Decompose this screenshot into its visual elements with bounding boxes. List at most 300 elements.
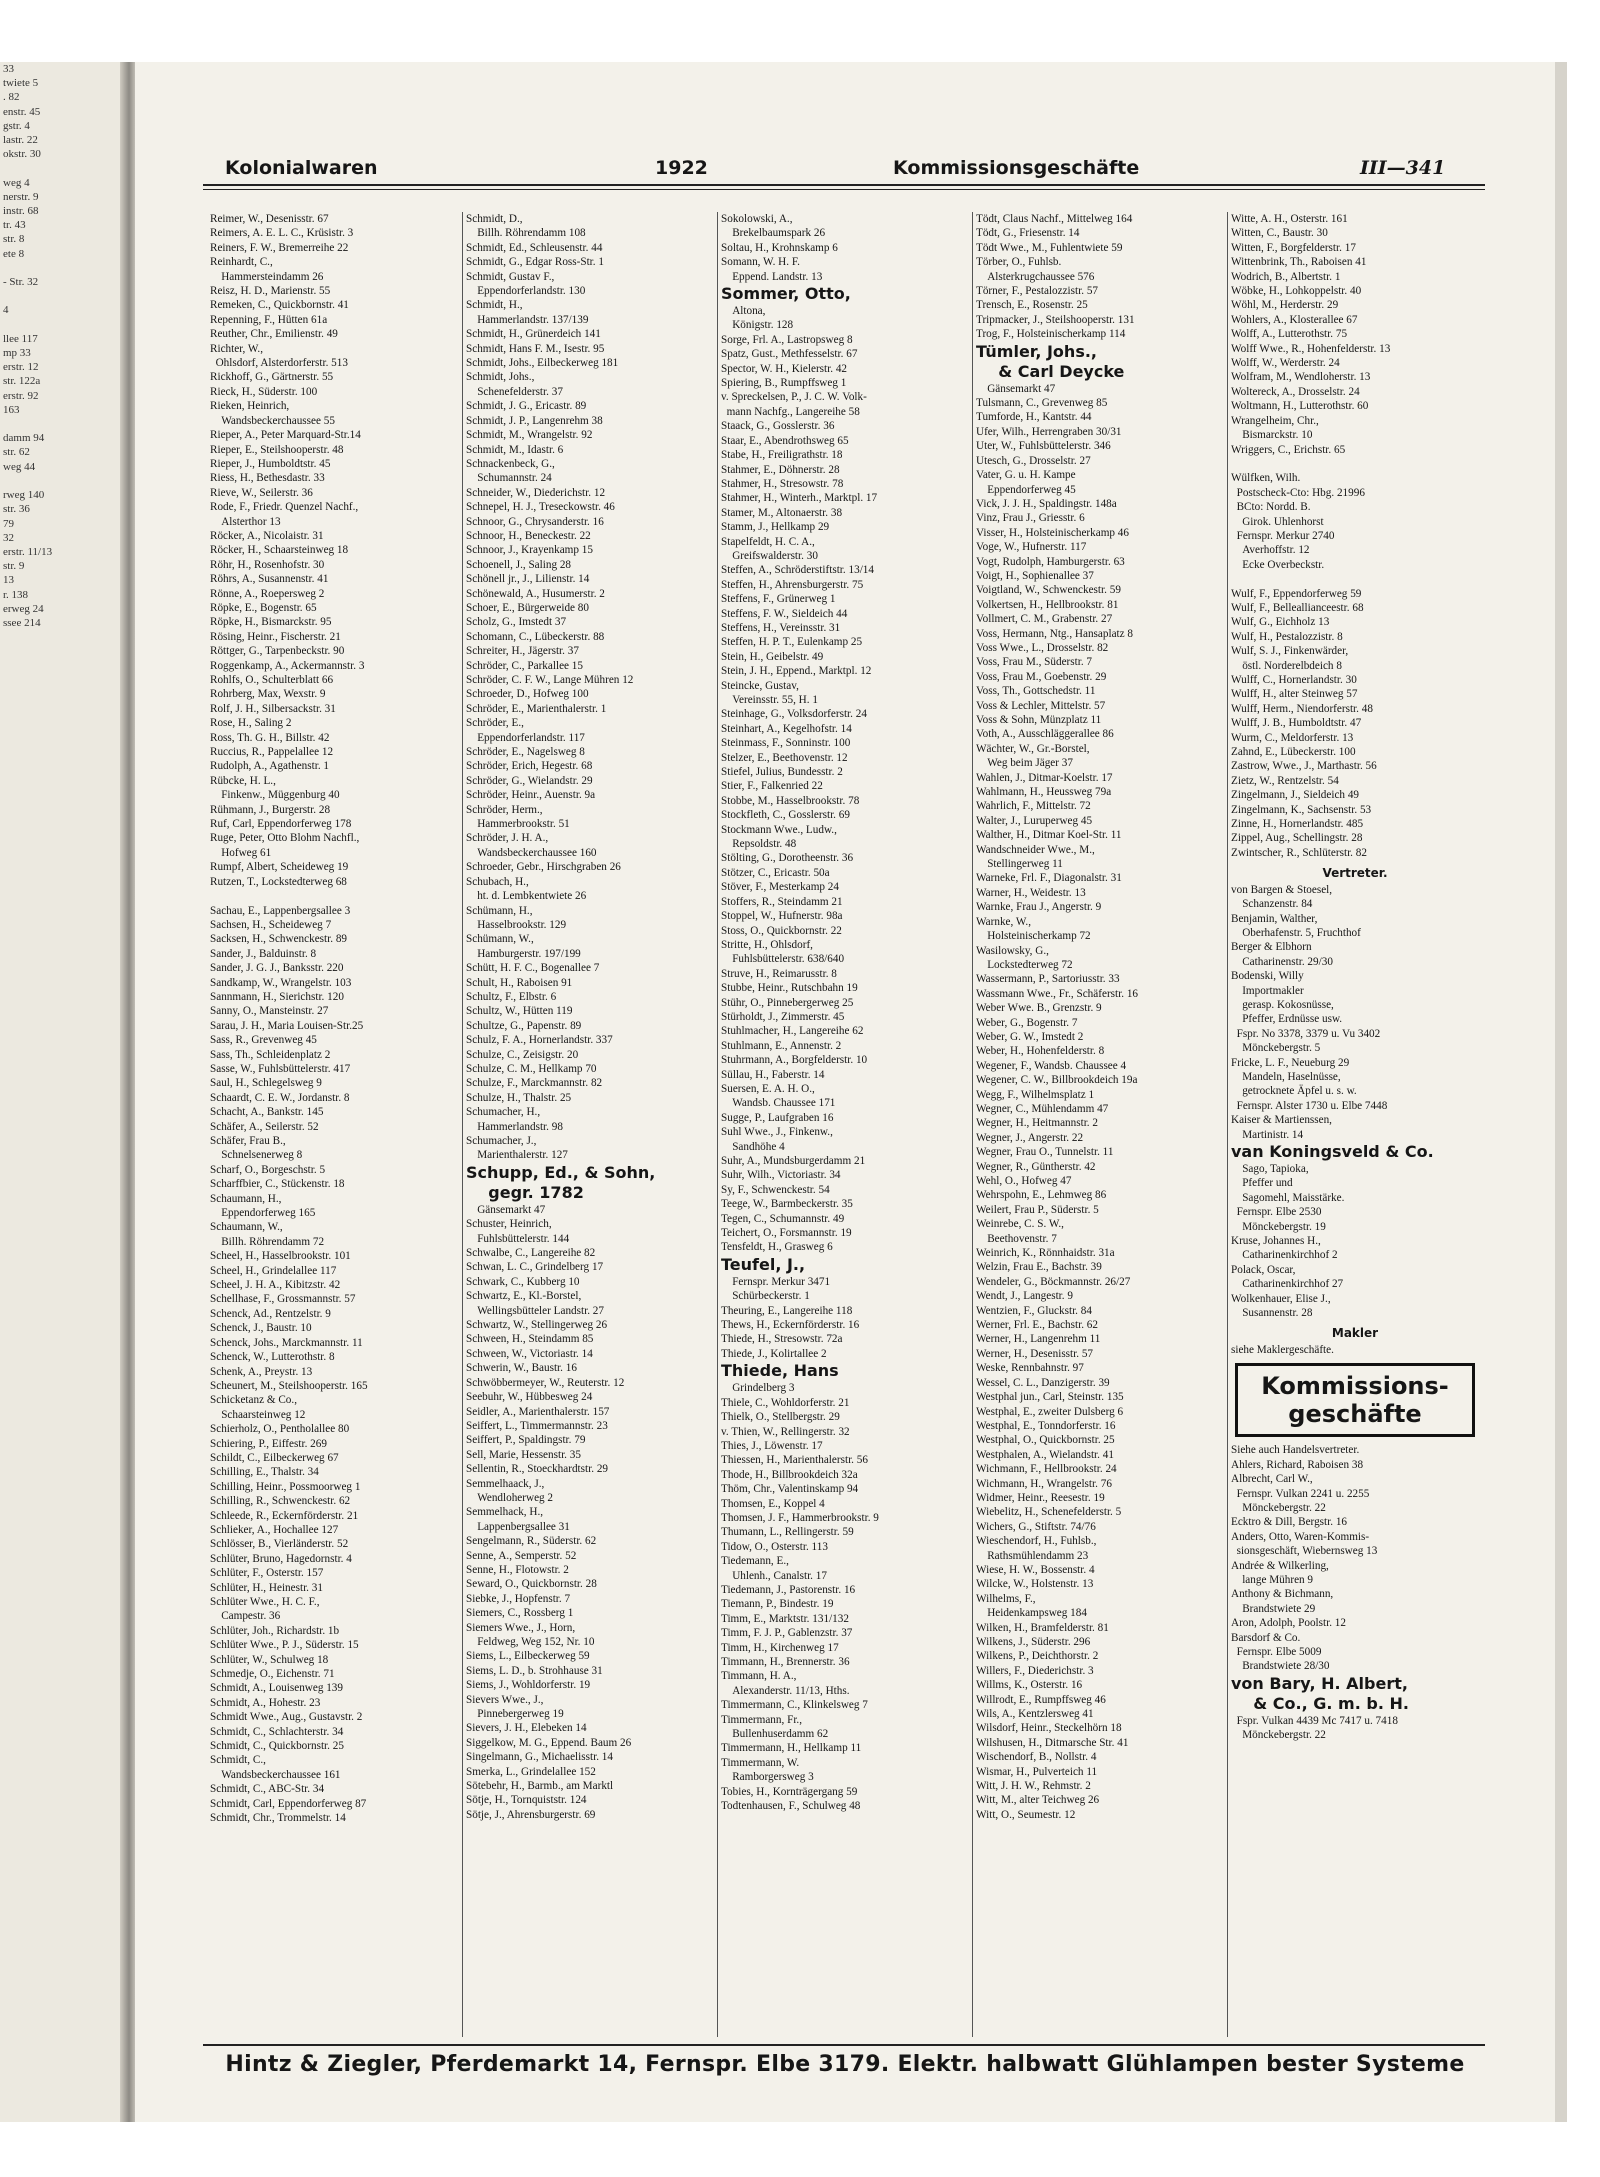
listing-entry: Susannenstr. 28 — [1231, 1307, 1313, 1320]
listing-entry: Wodrich, B., Albertstr. 1 — [1231, 270, 1341, 283]
listing-entry: Schäfer, A., Seilerstr. 52 — [210, 1120, 319, 1133]
listing-entry: Stuhlmacher, H., Langereihe 62 — [721, 1025, 864, 1038]
listing-entry: Schröder, C., Parkallee 15 — [466, 659, 583, 672]
listing-entry: Wiese, H. W., Bossenstr. 4 — [976, 1563, 1095, 1576]
listing-entry: Altona, — [721, 305, 766, 318]
listing-entry: Schnackenbeck, G., — [466, 457, 555, 470]
listing-entry: Wilshusen, H., Ditmarsche Str. 41 — [976, 1736, 1129, 1749]
listing-entry: Schäfer, Frau B., — [210, 1135, 286, 1147]
listing-entry: Stötzer, C., Ericastr. 50a — [721, 866, 830, 879]
listing-entry: Berger & Elbhorn — [1231, 941, 1312, 954]
listing-entry: Schmidt, C., ABC-Str. 34 — [210, 1783, 325, 1796]
listing-entry: Spector, W. H., Kielerstr. 42 — [721, 362, 848, 375]
listing-entry: Rübcke, H. L., — [210, 774, 276, 787]
listing-entry: Pfeffer, Erdnüsse usw. — [1231, 1013, 1343, 1026]
listing-entry: Thomsen, J. F., Hammerbrookstr. 9 — [721, 1511, 879, 1524]
listing-entry: Wendloherweg 2 — [466, 1491, 554, 1504]
listing-entry: Seiffert, P., Spaldingstr. 79 — [466, 1434, 586, 1447]
listing-entry: Sötje, H., Tornquiststr. 124 — [466, 1794, 587, 1807]
listing-entry: Westphal, E., zweiter Dulsberg 6 — [976, 1405, 1124, 1418]
advertised-entry: gegr. 1782 — [466, 1182, 584, 1202]
binding-fragment: gstr. 4 — [3, 119, 30, 132]
listing-entry: Brekelbaumspark 26 — [721, 227, 826, 240]
listing-entry: Schnepel, H. J., Treseckowstr. 46 — [466, 501, 615, 514]
advertised-entry: Schupp, Ed., & Sohn, — [466, 1162, 656, 1182]
listing-entry: Steinhart, A., Kegelhofstr. 14 — [721, 722, 852, 735]
listing-entry: Timmermann, C., Klinkelsweg 7 — [721, 1699, 868, 1712]
listing-entry: Schmidt, Johs., Eilbeckerweg 181 — [466, 357, 619, 370]
listing-entry: Thiede, H., Stresowstr. 72a — [721, 1333, 843, 1346]
listing-entry: Steinhage, G., Volksdorferstr. 24 — [721, 708, 867, 721]
binding-fragment: lastr. 22 — [3, 134, 38, 147]
listing-entry: Zingelmann, K., Sachsenstr. 53 — [1231, 803, 1372, 816]
listing-entry: Mönckebergstr. 5 — [1231, 1042, 1321, 1055]
listing-entry: Willms, K., Osterstr. 16 — [976, 1679, 1083, 1692]
binding-fragment: 33 — [3, 63, 14, 75]
listing-entry: Fricke, L. F., Neueburg 29 — [1231, 1056, 1350, 1069]
listing-entry: Tobies, H., Kornträgergang 59 — [721, 1785, 858, 1798]
listing-entry: Sokolowski, A., — [721, 213, 793, 225]
listing-entry: Schmedje, O., Eichenstr. 71 — [210, 1668, 335, 1681]
listing-entry: Schmidt, A., Louisenweg 139 — [210, 1682, 343, 1695]
listing-entry: Schlüter, W., Schulweg 18 — [210, 1653, 329, 1666]
listing-entry: Fernspr. Merkur 3471 — [721, 1275, 831, 1288]
listing-entry: Westphal jun., Carl, Steinstr. 135 — [976, 1391, 1124, 1404]
listing-entry: Repsoldstr. 48 — [721, 838, 797, 851]
binding-fragment — [0, 474, 135, 488]
listing-entry: Weber, G., Bogenstr. 7 — [976, 1016, 1078, 1029]
listing-entry: Wulf, G., Eichholz 13 — [1231, 616, 1330, 629]
listing-entry: Scharffbier, C., Stückenstr. 18 — [210, 1178, 345, 1191]
listing-entry: Wils, A., Kentzlersweg 41 — [976, 1708, 1094, 1721]
listing-entry: Sandhöhe 4 — [721, 1140, 785, 1153]
listing-entry: Röhr, H., Rosenhofstr. 30 — [210, 558, 325, 571]
listing-entry: Sarau, J. H., Maria Louisen-Str.25 — [210, 1019, 364, 1032]
listing-entry: Schmidt, Hans F. M., Isestr. 95 — [466, 342, 605, 355]
listing-entry — [1231, 572, 1479, 586]
listing-entry: Schmidt, Gustav F., — [466, 270, 555, 283]
listing-entry: Schaarsteinweg 12 — [210, 1408, 306, 1421]
listing-entry: Wittenbrink, Th., Raboisen 41 — [1231, 256, 1367, 269]
listing-entry: Zingelmann, J., Sieldeich 49 — [1231, 789, 1360, 802]
listing-entry: Visser, H., Holsteinischerkamp 46 — [976, 526, 1129, 539]
listing-entry: Schmidt Wwe., Aug., Gustavstr. 2 — [210, 1711, 363, 1724]
listing-entry: Schierholz, O., Pentholallee 80 — [210, 1423, 350, 1436]
listing-entry: Fernspr. Merkur 2740 — [1231, 529, 1335, 542]
listing-entry: Zietz, W., Rentzelstr. 54 — [1231, 774, 1339, 787]
binding-fragment — [0, 261, 135, 275]
listing-entry: Werner, Frl. E., Bachstr. 62 — [976, 1319, 1098, 1332]
listing-entry: Stabe, H., Freiligrathstr. 18 — [721, 449, 843, 462]
listing-entry: Schmidt, C., — [210, 1754, 266, 1767]
listing-entry: Rudolph, A., Agathenstr. 1 — [210, 760, 330, 773]
listing-entry: Siebke, J., Hopfenstr. 7 — [466, 1592, 571, 1605]
listing-entry: Schnoor, H., Beneckestr. 22 — [466, 529, 591, 542]
listing-entry: Sago, Tapioka, — [1231, 1163, 1309, 1175]
listing-entry: Eppendorferlandstr. 117 — [466, 731, 585, 744]
binding-fragment: damm 94 — [3, 432, 45, 445]
listing-entry: Röttger, G., Tarpenbeckstr. 90 — [210, 645, 345, 658]
listing-entry: Stöver, F., Mesterkamp 24 — [721, 881, 839, 894]
listing-entry: Wöhl, M., Herderstr. 29 — [1231, 299, 1339, 312]
listing-entry: Siggelkow, M. G., Eppend. Baum 26 — [466, 1736, 632, 1749]
listing-entry: Röpke, E., Bogenstr. 65 — [210, 601, 317, 614]
listing-entry: Stamm, J., Hellkamp 29 — [721, 521, 830, 534]
listing-entry: Werner, H., Langenrehm 11 — [976, 1333, 1101, 1346]
listing-entry: Steffen, H., Ahrensburgerstr. 75 — [721, 578, 864, 591]
listing-entry: Theuring, E., Langereihe 118 — [721, 1304, 853, 1317]
listing-entry: Stapelfeldt, H. C. A., — [721, 535, 815, 548]
listing-entry: Schomann, C., Lübeckerstr. 88 — [466, 630, 605, 643]
listing-entry: Schwartz, W., Stellingerweg 26 — [466, 1319, 608, 1332]
listing-entry: Königstr. 128 — [721, 319, 794, 332]
listing-entry: Röhrs, A., Susannenstr. 41 — [210, 573, 329, 586]
listing-entry: Wandsbeckerchaussee 160 — [466, 846, 597, 859]
listing-entry: Sievers Wwe., J., — [466, 1693, 544, 1706]
listing-entry: Semmelhaack, J., — [466, 1477, 545, 1490]
listing-entry: lange Mühren 9 — [1231, 1573, 1314, 1586]
listing-entry: Wassermann, P., Sartoriusstr. 33 — [976, 973, 1120, 986]
listing-entry: Hammerbrookstr. 51 — [466, 818, 570, 831]
binding-fragment — [0, 417, 135, 431]
listing-entry: Rode, F., Friedr. Quenzel Nachf., — [210, 501, 359, 514]
listing-entry: Tripmacker, J., Steilshooperstr. 131 — [976, 313, 1135, 326]
listing-entry: Aron, Adolph, Poolstr. 12 — [1231, 1617, 1346, 1630]
listing-entry: Spiering, B., Rumpffsweg 1 — [721, 377, 847, 390]
listing-entry: Tödt, G., Friesenstr. 14 — [976, 227, 1080, 240]
listing-entry: Wichers, G., Stiftstr. 74/76 — [976, 1520, 1096, 1533]
listing-entry: Scholz, G., Imstedt 37 — [466, 616, 567, 629]
listing-entry: Rieck, H., Süderstr. 100 — [210, 385, 318, 398]
listing-entry: Schween, H., Steindamm 85 — [466, 1333, 594, 1346]
advertised-entry: Sommer, Otto, — [721, 284, 851, 304]
footer-advertisement: Hintz & Ziegler, Pferdemarkt 14, Fernspr. Elbe 3179. Elektr. halbwatt Glühlampen bester Systeme — [225, 2052, 1465, 2077]
listing-entry: Riess, H., Bethesdastr. 33 — [210, 472, 325, 485]
listing-entry: Struve, H., Reimarusstr. 8 — [721, 967, 837, 980]
listing-entry: Billh. Röhrendamm 72 — [210, 1235, 325, 1248]
listing-entry: Steffens, H., Vereinsstr. 31 — [721, 621, 841, 634]
listing-entry: Schlösser, B., Vierländerstr. 52 — [210, 1538, 349, 1551]
box-heading-line: geschäfte — [1288, 1400, 1422, 1429]
listing-entry: Warneke, Frl. F., Diagonalstr. 31 — [976, 872, 1122, 885]
listing-entry: Alexanderstr. 11/13, Hths. — [721, 1684, 850, 1697]
listing-entry: Sötje, J., Ahrensburgerstr. 69 — [466, 1808, 596, 1821]
listing-entry: Wehrspohn, E., Lehmweg 86 — [976, 1189, 1107, 1202]
listing-entry: Wandsb. Chaussee 171 — [721, 1097, 836, 1110]
listing-entry: Wurm, C., Meldorferstr. 13 — [1231, 731, 1354, 744]
listing-entry: Widmer, Heinr., Reesestr. 19 — [976, 1491, 1105, 1504]
listing-entry: Steincke, Gustav, — [721, 679, 799, 692]
listing-entry: Törber, O., Fuhlsb. — [976, 256, 1062, 269]
listing-entry: Schürbeckerstr. 1 — [721, 1290, 810, 1303]
listing-entry: Scheunert, M., Steilshooperstr. 165 — [210, 1379, 368, 1392]
listing-entry: Witt, J. H. W., Rehmstr. 2 — [976, 1780, 1091, 1793]
listing-entry: Witten, F., Borgfelderstr. 17 — [1231, 241, 1356, 254]
listing-entry: Rutzen, T., Lockstedterweg 68 — [210, 875, 347, 888]
listing-entry: Sachsen, H., Scheideweg 7 — [210, 918, 332, 931]
listing-entry: v. Spreckelsen, P., J. C. W. Volk- — [721, 391, 867, 404]
listing-entry: Voss Wwe., L., Drosselstr. 82 — [976, 641, 1109, 654]
listing-entry: Teichert, O., Forsmannstr. 19 — [721, 1227, 852, 1240]
listing-entry: Sachau, E., Lappenbergsallee 3 — [210, 904, 351, 917]
listing-entry: Hammersteindamm 26 — [210, 270, 324, 283]
listing-entry: Stockmann Wwe., Ludw., — [721, 823, 837, 836]
listing-entry: Schanzenstr. 84 — [1231, 898, 1313, 911]
listing-entry: Wegner, C., Mühlendamm 47 — [976, 1102, 1109, 1115]
listing-entry: Ruccius, R., Pappelallee 12 — [210, 746, 334, 759]
listing-entry: getrocknete Äpfel u. s. w. — [1231, 1085, 1357, 1098]
listing-entry: Bismarckstr. 10 — [1231, 429, 1313, 442]
binding-fragment: . 82 — [3, 91, 20, 104]
listing-entry — [1231, 457, 1479, 471]
listing-entry: Roggenkamp, A., Ackermannstr. 3 — [210, 659, 365, 672]
listing-entry: Sötebehr, H., Barmb., am Marktl — [466, 1780, 614, 1793]
listing-entry: Mönckebergstr. 22 — [1231, 1729, 1326, 1742]
listing-entry: Weinrebe, C. S. W., — [976, 1218, 1064, 1231]
binding-fragment: tr. 43 — [3, 219, 26, 232]
listing-entry: Witten, C., Baustr. 30 — [1231, 227, 1328, 240]
binding-fragment: ete 8 — [3, 247, 25, 260]
listing-entry: Schildt, C., Eilbeckerweg 67 — [210, 1451, 339, 1464]
header-year: 1922 — [655, 157, 708, 179]
listing-entry: Voth, A., Ausschläggerallee 86 — [976, 728, 1114, 741]
listing-entry: Seiffert, L., Timmermannstr. 23 — [466, 1419, 608, 1432]
listing-entry: Benjamin, Walther, — [1231, 912, 1318, 925]
listing-entry: Rose, H., Saling 2 — [210, 717, 292, 730]
listing-entry: Ruf, Carl, Eppendorferweg 178 — [210, 818, 352, 831]
listing-entry: Wohlers, A., Klosterallee 67 — [1231, 313, 1358, 326]
listing-entry: Schmidt, Ed., Schleusenstr. 44 — [466, 241, 603, 254]
listing-entry: östl. Norderelbdeich 8 — [1231, 659, 1342, 672]
listing-entry: siehe Maklergeschäfte. — [1231, 1343, 1334, 1356]
listing-entry: Rolf, J. H., Silbersackstr. 31 — [210, 702, 336, 715]
listing-entry: Schmidt, Johs., — [466, 371, 535, 384]
listing-entry: Wasilowsky, G., — [976, 944, 1049, 957]
listing-entry: Walter, J., Luruperweg 45 — [976, 814, 1093, 827]
listing-entry: Wendeler, G., Böckmannstr. 26/27 — [976, 1275, 1131, 1288]
listing-entry: Schröder, Erich, Hegestr. 68 — [466, 760, 593, 773]
listing-entry: Schmidt, Chr., Trommelstr. 14 — [210, 1812, 346, 1825]
header-category-left: Kolonialwaren — [225, 157, 378, 179]
listing-entry: Wolfram, M., Wendloherstr. 13 — [1231, 371, 1371, 384]
listing-entry: Schmidt, H., — [466, 299, 523, 312]
listing-entry: Schlüter Wwe., H. C. F., — [210, 1596, 320, 1608]
listing-entry: Thiede, J., Kolirtallee 2 — [721, 1347, 827, 1360]
listing-entry: Eppendorferweg 45 — [976, 483, 1076, 496]
listing-entry: Schulze, F., Marckmannstr. 82 — [466, 1077, 603, 1090]
listing-entry: Schümann, H., — [466, 904, 533, 917]
listing-entry: Spatz, Gust., Methfesselstr. 67 — [721, 348, 858, 361]
listing-entry: Mönckebergstr. 22 — [1231, 1501, 1326, 1514]
listing-entry: Schoer, E., Bürgerweide 80 — [466, 601, 589, 614]
listing-entry: Wahlmann, H., Heussweg 79a — [976, 786, 1112, 799]
listing-entry: Repenning, F., Hütten 61a — [210, 313, 328, 326]
listing-entry: Wichmann, F., Hellbrookstr. 24 — [976, 1463, 1117, 1476]
listing-entry: Polack, Oscar, — [1231, 1263, 1296, 1276]
listing-entry: Sander, J., Balduinstr. 8 — [210, 947, 317, 960]
listing-entry: Vinz, Frau J., Griesstr. 6 — [976, 512, 1085, 525]
listing-entry: Stritte, H., Ohlsdorf, — [721, 938, 813, 951]
listing-entry: Thumann, L., Rellingerstr. 59 — [721, 1526, 854, 1539]
listing-entry: Stier, F., Falkenried 22 — [721, 780, 823, 793]
binding-fragment: r. 138 — [3, 588, 29, 601]
listing-entry: Weber, H., Hohenfelderstr. 8 — [976, 1045, 1105, 1058]
listing-entry: Sannmann, H., Sierichstr. 120 — [210, 990, 344, 1003]
listing-entry: Schröder, E., Marienthalerstr. 1 — [466, 702, 607, 715]
listing-entry: Welzin, Frau E., Bachstr. 39 — [976, 1261, 1102, 1274]
listing-entry: Trensch, E., Rosenstr. 25 — [976, 299, 1088, 312]
binding-fragment: twiete 5 — [3, 77, 39, 90]
listing-entry: Wendt, J., Langestr. 9 — [976, 1290, 1073, 1303]
listing-entry: Weinrich, K., Rönnhaidstr. 31a — [976, 1247, 1115, 1260]
listing-entry: Weber, G. W., Imstedt 2 — [976, 1030, 1084, 1043]
listing-entry: Schulze, C. M., Hellkamp 70 — [466, 1062, 597, 1075]
listing-entry: Siems, L., Eilbeckerweg 59 — [466, 1650, 590, 1663]
listing-entry: Zahnd, E., Lübeckerstr. 100 — [1231, 746, 1356, 759]
listing-entry: Ross, Th. G. H., Billstr. 42 — [210, 731, 330, 744]
listing-entry: Wilcke, W., Holstenstr. 13 — [976, 1578, 1094, 1591]
listing-entry: Sagomehl, Maisstärke. — [1231, 1191, 1345, 1204]
listing-entry: Schmidt, A., Hohestr. 23 — [210, 1696, 321, 1709]
listing-entry: Tidow, O., Osterstr. 113 — [721, 1540, 828, 1553]
listing-entry: Wöbke, H., Lohkoppelstr. 40 — [1231, 285, 1362, 298]
listing-entry: Wolff, A., Lutterothstr. 75 — [1231, 328, 1348, 341]
listing-entry: Zippel, Aug., Schellingstr. 28 — [1231, 832, 1363, 845]
listing-entry: Mönckebergstr. 19 — [1231, 1220, 1326, 1233]
listing-entry: Timmann, H., Brennerstr. 36 — [721, 1656, 850, 1668]
listing-entry: Stobbe, M., Hasselbrookstr. 78 — [721, 794, 860, 807]
binding-fragment — [0, 289, 135, 303]
binding-margin — [0, 62, 135, 2122]
listing-entry: Senne, H., Flotowstr. 2 — [466, 1563, 569, 1576]
listing-entry: Weske, Rennbahnstr. 97 — [976, 1362, 1084, 1375]
listing-entry: Richter, W., — [210, 342, 263, 355]
listing-entry: Tödt, Claus Nachf., Mittelweg 164 — [976, 213, 1133, 225]
listing-entry: Rieken, Heinrich, — [210, 400, 290, 413]
binding-fragment: erstr. 11/13 — [3, 545, 53, 558]
listing-entry: Schlüter, H., Heinestr. 31 — [210, 1581, 323, 1594]
binding-fragment: str. 122a — [3, 375, 41, 388]
listing-entry: Wilkens, P., Deichthorstr. 2 — [976, 1650, 1099, 1663]
listing-entry: Brandstwiete 29 — [1231, 1602, 1316, 1615]
binding-fragment: - Str. 32 — [3, 276, 39, 289]
advertised-entry: van Koningsveld & Co. — [1231, 1142, 1434, 1161]
listing-entry: Schroeder, Gebr., Hirschgraben 26 — [466, 861, 621, 874]
listing-columns — [207, 212, 1482, 2037]
listing-entry: Reuther, Chr., Emilienstr. 49 — [210, 328, 338, 341]
listing-entry: Tödt Wwe., M., Fuhlentwiete 59 — [976, 241, 1123, 254]
listing-entry: Wülfken, Wilh. — [1231, 472, 1301, 485]
listing-entry: Schult, H., Raboisen 91 — [466, 976, 573, 989]
listing-entry: Wismar, H., Pulverteich 11 — [976, 1765, 1098, 1778]
binding-fragment: erweg 24 — [3, 602, 44, 615]
listing-entry: Siemers Wwe., J., Horn, — [466, 1621, 576, 1634]
listing-entry: Alsterkrugchaussee 576 — [976, 270, 1095, 283]
listing-entry: Weber Wwe. B., Grenzstr. 9 — [976, 1002, 1102, 1015]
advertised-entry: Thiede, Hans — [721, 1361, 839, 1381]
binding-fragment — [0, 318, 135, 332]
listing-entry: Reiners, F. W., Bremerreihe 22 — [210, 241, 349, 254]
binding-fragment: str. 62 — [3, 446, 30, 459]
listing-entry: Stelzer, E., Beethovenstr. 12 — [721, 751, 848, 764]
listing-entry: Schröder, J. H. A., — [466, 832, 549, 845]
listing-entry: Schuster, Heinrich, — [466, 1218, 552, 1231]
listing-entry: Wandsbeckerchaussee 55 — [210, 414, 335, 427]
binding-fragment: str. 9 — [3, 560, 25, 573]
listing-entry: Catharinenkirchhof 2 — [1231, 1249, 1338, 1262]
listing-entry: Wellingsbütteler Landstr. 27 — [466, 1304, 604, 1317]
binding-fragment: okstr. 30 — [3, 148, 41, 161]
listing-entry: Anthony & Bichmann, — [1231, 1588, 1334, 1601]
listing-entry: Wolkenhauer, Elise J., — [1231, 1292, 1331, 1305]
listing-entry: Ruge, Peter, Otto Blohm Nachfl., — [210, 832, 360, 845]
listing-entry: Steffen, H. P. T., Eulenkamp 25 — [721, 636, 863, 649]
listing-entry: Sellentin, R., Stoeckhardtstr. 29 — [466, 1463, 609, 1476]
listing-entry: Schultz, W., Hütten 119 — [466, 1005, 573, 1018]
listing-entry: Pfeffer und — [1231, 1177, 1293, 1190]
listing-entry: Fuhlsbüttelerstr. 144 — [466, 1232, 570, 1245]
listing-entry: Tiedemann, J., Pastorenstr. 16 — [721, 1583, 856, 1596]
listing-entry: Witte, A. H., Osterstr. 161 — [1231, 213, 1348, 225]
listing-entry: Schubach, H., — [466, 875, 529, 888]
listing-entry: Schmidt, M., Idastr. 6 — [466, 443, 564, 456]
listing-entry: Thiele, C., Wohldorferstr. 21 — [721, 1396, 850, 1409]
listing-entry: Schreiter, H., Jägerstr. 37 — [466, 645, 579, 658]
listing-entry: Stamer, M., Altonaerstr. 38 — [721, 506, 843, 519]
listing-entry: Wulf, S. J., Finkenwärder, — [1231, 645, 1349, 658]
listing-entry: Wegner, H., Heitmannstr. 2 — [976, 1117, 1098, 1130]
listing-entry: Thews, H., Eckernförderstr. 16 — [721, 1319, 860, 1332]
listing-entry: Schröder, G., Wielandstr. 29 — [466, 774, 593, 787]
listing-entry: ht. d. Lembkentwiete 26 — [466, 890, 587, 903]
listing-entry: Schwark, C., Kubberg 10 — [466, 1275, 580, 1288]
listing-entry: Timm, E., Marktstr. 131/132 — [721, 1612, 849, 1625]
listing-entry: Schaumann, W., — [210, 1221, 283, 1234]
listing-entry: Rühmann, J., Burgerstr. 28 — [210, 803, 331, 816]
listing-entry: Willrodt, E., Rumpffsweg 46 — [976, 1693, 1106, 1706]
listing-entry: Stürholdt, J., Zimmerstr. 45 — [721, 1010, 845, 1023]
listing-entry: Voss, Frau M., Süderstr. 7 — [976, 656, 1093, 669]
listing-entry: Schultze, G., Papenstr. 89 — [466, 1019, 582, 1032]
section-heading: Vertreter. — [1322, 866, 1388, 881]
binding-fragment: 4 — [3, 304, 9, 317]
listing-entry: Sy, F., Schwenckestr. 54 — [721, 1183, 830, 1196]
header-rule-thin — [203, 189, 1485, 190]
listing-entry: Timmermann, H., Hellkamp 11 — [721, 1742, 862, 1755]
listing-entry: Wächter, W., Gr.-Borstel, — [976, 742, 1090, 755]
listing-entry: Uhlenh., Canalstr. 17 — [721, 1569, 827, 1582]
listing-entry: Wentzien, F., Gluckstr. 84 — [976, 1304, 1092, 1317]
listing-entry: Ufer, Wilh., Herrengraben 30/31 — [976, 425, 1122, 438]
listing-entry: Wulf, F., Eppendorferweg 59 — [1231, 587, 1362, 600]
listing-entry: Voss & Sohn, Münzplatz 11 — [976, 714, 1102, 726]
listing-entry: Thode, H., Billbrookdeich 32a — [721, 1468, 858, 1481]
listing-entry: Hofweg 61 — [210, 846, 272, 859]
listing-entry: Stölting, G., Dorotheenstr. 36 — [721, 852, 854, 865]
listing-entry: Stockfleth, C., Gosslerstr. 69 — [721, 809, 850, 822]
listing-entry: Stein, J. H., Eppend., Marktpl. 12 — [721, 665, 872, 678]
header-rule — [203, 184, 1485, 186]
listing-entry: Greifswalderstr. 30 — [721, 549, 818, 562]
listing-entry: Schwerin, W., Baustr. 16 — [466, 1362, 577, 1375]
listing-entry: von Bargen & Stoesel, — [1231, 883, 1333, 896]
footer-rule — [203, 2044, 1485, 2046]
listing-entry: Wegg, F., Wilhelmsplatz 1 — [976, 1088, 1095, 1101]
listing-entry: Wahlen, J., Ditmar-Koelstr. 17 — [976, 771, 1113, 784]
listing-entry: Steffen, A., Schröderstiftstr. 13/14 — [721, 564, 874, 577]
directory-page — [135, 62, 1555, 2122]
binding-fragment: enstr. 45 — [3, 105, 41, 118]
